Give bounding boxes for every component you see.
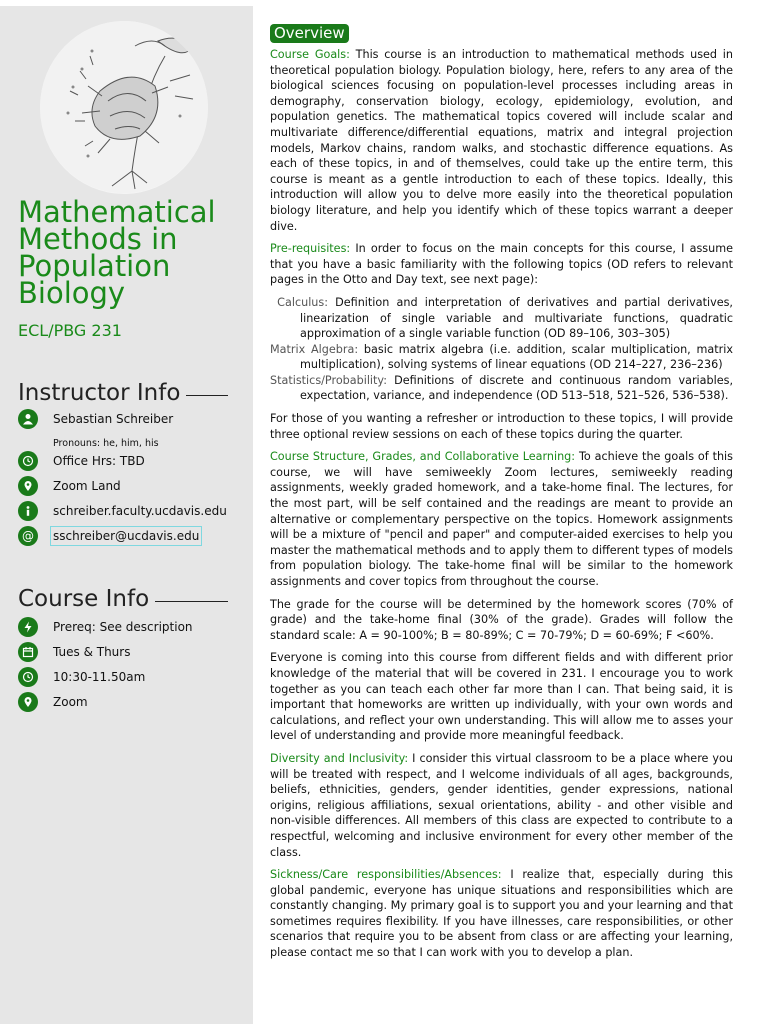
prereq-paragraph <box>270 241 733 288</box>
statistics-label: Statistics/Probability: <box>270 373 388 387</box>
course-goals-paragraph <box>270 47 733 234</box>
sickness-label: Sickness/Care responsibilities/Absences: <box>270 868 502 882</box>
calculus-label: Calculus: <box>277 295 328 309</box>
email-row[interactable] <box>18 526 202 546</box>
structure-text: To achieve the goals of this course, we will have semiweekly Zoom lectures, semiweekly reading assignments, weekly graded homework, and a take-home final. The lectures, for the most part, will be self contained and the readings are meant to provide an alternative or complementary perspective on the topics. Homework assignments will be a mixture of "pencil and paper" and computer-aided exercises to help you master the mathematical methods and to apply them to different types of models from population biology. The take-home final will be similar to the homework assignments and cover topics from throughout the course. <box>270 450 733 588</box>
instructor-name: Sebastian Schreiber <box>53 412 174 426</box>
map-pin-icon <box>18 692 38 712</box>
clock-icon <box>18 667 38 687</box>
course-prereq: Prereq: See description <box>53 620 193 634</box>
course-code: ECL/PBG 231 <box>18 321 122 340</box>
course-illustration <box>40 21 208 194</box>
course-info-heading <box>18 586 228 612</box>
calculus-text: Definition and interpretation of derivatives and partial derivatives, linearization of single variable and multivariate functions, quadratic approximation of a single variable function (OD 89–106, 303–305) <box>300 295 733 341</box>
heading-rule <box>155 601 228 602</box>
grades-paragraph: The grade for the course will be determined by the homework scores (70% of grade) and the take-home final (30% of the grade). Grades will follow the standard scale: A = 90-100%; B = 80-89%; C = 70-79%; D = 60-69%; F <60%. <box>270 597 733 642</box>
info-icon <box>18 501 38 521</box>
course-time: 10:30-11.50am <box>53 670 146 684</box>
main-content <box>270 24 733 968</box>
prereq-label: Pre-requisites: <box>270 242 351 256</box>
course-days: Tues & Thurs <box>53 645 131 659</box>
list-item <box>270 373 733 404</box>
instructor-location-row <box>18 476 121 496</box>
sidebar <box>0 6 253 1024</box>
course-location: Zoom <box>53 695 88 709</box>
collaboration-paragraph: Everyone is coming into this course from different fields and with different prior knowledge of the material that will be covered in 231. I encourage you to work together as you can teach each other far more than I can. That being said, it is important that homeworks are written up individually, with your own words and calculations, and reflect your own understanding. This will allow me to asses your level of understanding and provide more meaningful feedback. <box>270 651 733 743</box>
prereq-text: In order to focus on the main concepts for this course, I assume that you have a basic familiarity with the following topics (OD refers to relevant pages in the Otto and Day text, see next page): <box>270 242 733 287</box>
course-location-row <box>18 692 88 712</box>
course-title-line: Methods in <box>18 222 178 256</box>
list-item <box>270 342 733 373</box>
course-days-row <box>18 642 130 662</box>
sickness-paragraph <box>270 867 733 961</box>
heading-rule <box>186 395 228 396</box>
matrix-algebra-text: basic matrix algebra (i.e. addition, scalar multiplication, matrix multiplication), solving systems of linear equations (OD 214–227, 236–236) <box>300 342 733 372</box>
office-hours: Office Hrs: TBD <box>53 454 145 468</box>
course-title <box>18 195 248 310</box>
refresher-paragraph: For those of you wanting a refresher or introduction to these topics, I will provide three optional review sessions on each of these topics during the quarter. <box>270 412 733 441</box>
course-goals-label: Course Goals: <box>270 48 350 61</box>
prereq-row <box>18 617 193 637</box>
office-hours-row <box>18 451 145 471</box>
user-icon <box>18 409 38 429</box>
website-row[interactable] <box>18 501 227 521</box>
structure-paragraph <box>270 449 733 589</box>
bolt-icon <box>18 617 38 637</box>
beetle-plant-illustration <box>40 21 208 194</box>
course-goals-text: This course is an introduction to mathematical methods used in theoretical population biology. Population biology, here, refers to any area of the biological sciences focusing on population-level processes including areas in demography, conservation biology, ecology, epidemiology, evolution, and population genetics. The mathematical topics covered will include scalar and multivariate difference/differential equations, matrix and integral projection models, Markov chains, random walks, and stochastic difference equations. As each of these topics, in and of themselves, could take up the entire term, this course is meant as a gentle introduction to each of these topics. Ideally, this introduction will allow you to delve more easily into the theoretical population biology literature, and help you identify which of these topics warrant a deeper dive. <box>270 48 733 233</box>
map-pin-icon <box>18 476 38 496</box>
sickness-text: I realize that, especially during this global pandemic, everyone has unique situations and responsibilities which are constantly changing. My primary goal is to support you and your learning and that sometimes requires flexibility. If you have illnesses, care responsibilities, or other scenarios that require you to be absent from class or are affecting your learning, please contact me so that I can work with you to develop a plan. <box>270 868 733 960</box>
instructor-location: Zoom Land <box>53 479 121 493</box>
course-title-line: Biology <box>18 276 126 310</box>
structure-label: Course Structure, Grades, and Collaborative Learning: <box>270 450 576 464</box>
overview-badge: Overview <box>270 24 349 43</box>
instructor-website-link[interactable]: schreiber.faculty.ucdavis.edu <box>53 504 227 518</box>
instructor-pronouns: Pronouns: he, him, his <box>53 438 159 449</box>
matrix-algebra-label: Matrix Algebra: <box>270 342 359 356</box>
list-item <box>270 295 733 342</box>
prereq-topics-list <box>270 295 733 404</box>
statistics-text: Definitions of discrete and continuous random variables, expectation, variance, and independence (OD 513–518, 521–526, 536–538). <box>300 373 733 403</box>
diversity-text: I consider this virtual classroom to be a place where you will be treated with respect, and I welcome individuals of all ages, backgrounds, beliefs, ethnicities, genders, gender identities, gender expressions, national origins, religious affiliations, sexual orientations, ability - and other visible and non-visible differences. All members of this class are expected to contribute to a respectful, welcoming and inclusive environment for every other member of the class. <box>270 751 733 859</box>
course-info-heading-text: Course Info <box>18 586 150 612</box>
course-title-line: Population <box>18 249 171 283</box>
instructor-name-row <box>18 409 173 429</box>
instructor-email-link[interactable]: sschreiber@ucdavis.edu <box>50 526 202 546</box>
course-time-row <box>18 667 145 687</box>
instructor-info-heading <box>18 380 228 406</box>
diversity-paragraph <box>270 751 733 860</box>
course-title-line: Mathematical <box>18 195 216 229</box>
calendar-icon <box>18 642 38 662</box>
clock-icon <box>18 451 38 471</box>
diversity-label: Diversity and Inclusivity: <box>270 751 409 765</box>
instructor-info-heading-text: Instructor Info <box>18 380 181 406</box>
at-sign-icon: @ <box>18 526 38 546</box>
